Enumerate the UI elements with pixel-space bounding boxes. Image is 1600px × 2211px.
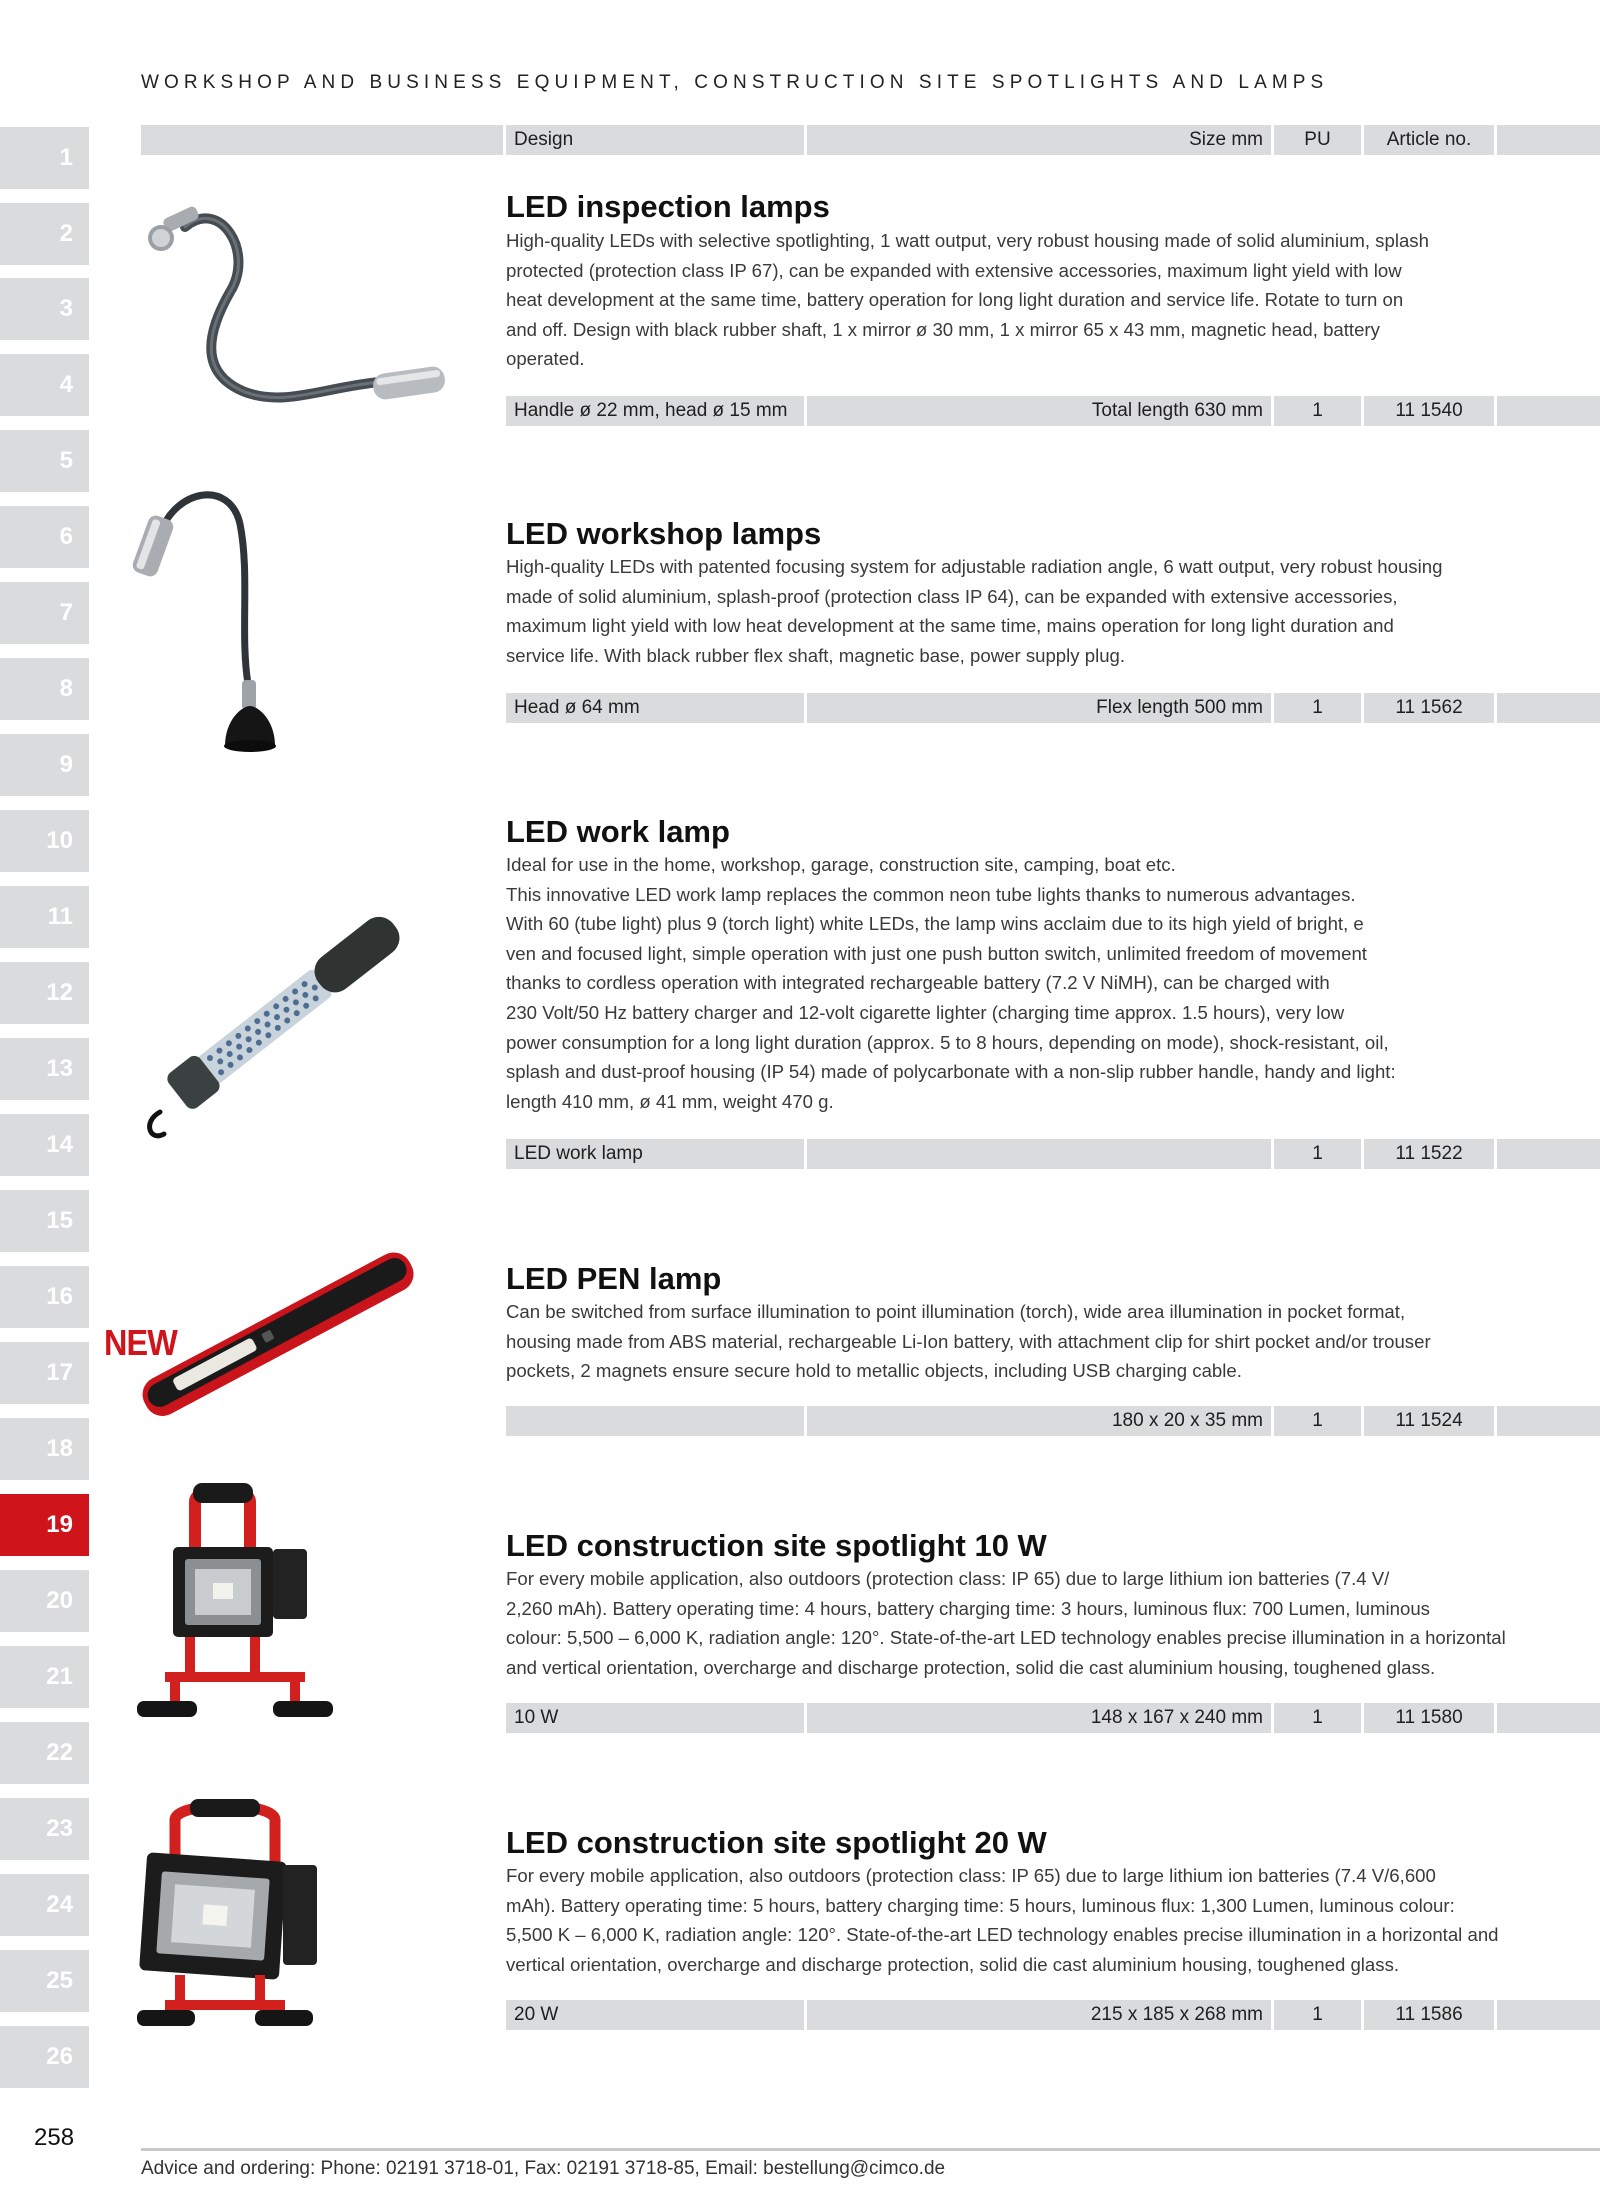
product-title: LED work lamp — [506, 814, 730, 849]
product-description — [506, 226, 1461, 374]
description-line: For every mobile application, also outdoors (protection class: IP 65) due to large lithium ion batteries (7.4 V/ — [506, 1568, 1390, 1589]
page-number: 258 — [34, 2124, 75, 2151]
pu-cell: 1 — [1274, 1406, 1361, 1436]
description-line: heat development at the same time, battery operation for long light duration and service life. Rotate to turn on — [506, 289, 1404, 311]
product-description — [506, 1861, 1499, 1979]
pen-lamp-image — [132, 1226, 432, 1436]
size-cell — [807, 1139, 1271, 1169]
row-end-cell — [1497, 1406, 1600, 1436]
pu-cell: 1 — [1274, 2000, 1361, 2030]
size-cell: 215 x 185 x 268 mm — [807, 2000, 1271, 2030]
design-cell: LED work lamp — [506, 1139, 804, 1169]
description-line: length 410 mm, ø 41 mm, weight 470 g. — [506, 1090, 834, 1112]
table-header-row — [141, 125, 1472, 155]
product-title: LED construction site spotlight 20 W — [506, 1825, 1047, 1860]
pu-cell: 1 — [1274, 1139, 1361, 1169]
description-line: pockets, 2 magnets ensure secure hold to metallic objects, including USB charging cable. — [506, 1360, 1242, 1382]
product-title: LED construction site spotlight 10 W — [506, 1528, 1047, 1563]
side-tab[interactable]: 4 — [0, 354, 89, 416]
description-line: maximum light yield with low heat development at the same time, mains operation for long light duration and — [506, 615, 1394, 637]
side-tab[interactable]: 26 — [0, 2026, 89, 2088]
size-cell: Total length 630 mm — [807, 396, 1271, 426]
page-header: WORKSHOP AND BUSINESS EQUIPMENT, CONSTRUCTION SITE SPOTLIGHTS AND LAMPS — [141, 72, 1329, 93]
description-line: Ideal for use in the home, workshop, garage, construction site, camping, boat etc. — [506, 854, 1176, 875]
header-end-cell — [1497, 125, 1600, 155]
description-line: 230 Volt/50 Hz battery charger and 12-volt cigarette lighter (charging time approx. 1.5 hours), very low — [506, 1001, 1345, 1023]
product-description — [506, 1297, 1461, 1386]
side-tab[interactable]: 17 — [0, 1342, 89, 1404]
table-row — [141, 1139, 1463, 1169]
description-line: Can be switched from surface illumination to point illumination (torch), wide area illumination in pocket format, — [506, 1301, 1406, 1322]
article-cell: 11 1522 — [1364, 1139, 1494, 1169]
side-tab[interactable]: 8 — [0, 658, 89, 720]
description-line: and off. Design with black rubber shaft, 1 x mirror ø 30 mm, 1 x mirror 65 x 43 mm, magnetic head, battery — [506, 318, 1380, 340]
side-tab[interactable]: 24 — [0, 1874, 89, 1936]
description-line: 5,500 K – 6,000 K, radiation angle: 120°. State-of-the-art LED technology enables precise illumination in a horizontal and — [506, 1924, 1499, 1946]
pu-cell: 1 — [1274, 1703, 1361, 1733]
side-tab[interactable]: 14 — [0, 1114, 89, 1176]
article-cell: 11 1580 — [1364, 1703, 1494, 1733]
design-cell: 20 W — [506, 2000, 804, 2030]
design-column-header: Design — [506, 125, 804, 155]
table-row — [141, 1406, 1463, 1436]
row-end-cell — [1497, 1139, 1600, 1169]
side-tab[interactable]: 25 — [0, 1950, 89, 2012]
description-line: High-quality LEDs with patented focusing system for adjustable radiation angle, 6 watt output, very robust housing — [506, 556, 1443, 577]
description-line: made of solid aluminium, splash-proof (protection class IP 64), can be expanded with extensive accessories, — [506, 585, 1398, 607]
side-tab[interactable]: 16 — [0, 1266, 89, 1328]
design-cell: Head ø 64 mm — [506, 693, 804, 723]
description-line: With 60 (tube light) plus 9 (torch light) white LEDs, the lamp wins acclaim due to its high yield of bright, e — [506, 913, 1364, 935]
side-tab[interactable]: 3 — [0, 278, 89, 340]
table-row — [141, 693, 1463, 723]
description-line: and vertical orientation, overcharge and discharge protection, solid die cast aluminium housing, toughened glass. — [506, 1656, 1436, 1678]
product-description — [506, 850, 1461, 1116]
product-description — [506, 552, 1461, 670]
row-end-cell — [1497, 1703, 1600, 1733]
article-column-header: Article no. — [1364, 125, 1494, 155]
pu-column-header: PU — [1274, 125, 1361, 155]
description-line: housing made from ABS material, rechargeable Li-Ion battery, with attachment clip for shirt pocket and/or trouser — [506, 1330, 1431, 1352]
side-tab[interactable]: 13 — [0, 1038, 89, 1100]
footer-divider — [141, 2148, 1600, 2151]
design-cell — [506, 1406, 804, 1436]
size-column-header: Size mm — [807, 125, 1271, 155]
design-cell: 10 W — [506, 1703, 804, 1733]
product-title: LED PEN lamp — [506, 1261, 722, 1296]
table-row — [141, 2000, 1463, 2030]
side-tab[interactable]: 23 — [0, 1798, 89, 1860]
side-tab[interactable]: 20 — [0, 1570, 89, 1632]
article-cell: 11 1562 — [1364, 693, 1494, 723]
description-line: colour: 5,500 – 6,000 K, radiation angle: 120°. State-of-the-art LED technology enables precise illumination in a horizontal — [506, 1627, 1506, 1649]
description-line: This innovative LED work lamp replaces the common neon tube lights thanks to numerous advantages. — [506, 883, 1356, 905]
side-tab[interactable]: 5 — [0, 430, 89, 492]
description-line: For every mobile application, also outdoors (protection class: IP 65) due to large lithium ion batteries (7.4 V/6,600 — [506, 1865, 1436, 1886]
product-description — [506, 1564, 1506, 1682]
side-tab-active[interactable]: 19 — [0, 1494, 89, 1556]
pu-cell: 1 — [1274, 396, 1361, 426]
article-cell: 11 1540 — [1364, 396, 1494, 426]
description-line: High-quality LEDs with selective spotlighting, 1 watt output, very robust housing made of solid aluminium, splash — [506, 230, 1429, 251]
side-tab[interactable]: 2 — [0, 203, 89, 265]
description-line: splash and dust-proof housing (IP 54) made of polycarbonate with a non-slip rubber handle, handy and light: — [506, 1061, 1396, 1083]
side-tab[interactable]: 7 — [0, 582, 89, 644]
size-cell: Flex length 500 mm — [807, 693, 1271, 723]
new-badge: NEW — [104, 1322, 177, 1363]
article-cell: 11 1524 — [1364, 1406, 1494, 1436]
side-tab[interactable]: 1 — [0, 127, 89, 189]
work-lamp-image — [132, 892, 432, 1142]
header-spacer-cell — [141, 125, 503, 155]
row-end-cell — [1497, 2000, 1600, 2030]
design-cell: Handle ø 22 mm, head ø 15 mm — [506, 396, 804, 426]
description-line: mAh). Battery operating time: 5 hours, battery charging time: 5 hours, luminous flux: 1,300 Lumen, luminous colour: — [506, 1894, 1455, 1916]
article-cell: 11 1586 — [1364, 2000, 1494, 2030]
side-tab[interactable]: 10 — [0, 810, 89, 872]
table-row — [141, 396, 1463, 426]
description-line: service life. With black rubber flex shaft, magnetic base, power supply plug. — [506, 644, 1126, 666]
size-cell: 180 x 20 x 35 mm — [807, 1406, 1271, 1436]
description-line: operated. — [506, 348, 585, 370]
side-tab[interactable]: 12 — [0, 962, 89, 1024]
inspection-lamp-image — [135, 182, 455, 422]
side-tab[interactable]: 22 — [0, 1722, 89, 1784]
description-line: power consumption for a long light duration (approx. 5 to 8 hours, depending on mode), shock-resistant, oil, — [506, 1031, 1389, 1053]
side-tab[interactable]: 9 — [0, 734, 89, 796]
size-cell: 148 x 167 x 240 mm — [807, 1703, 1271, 1733]
description-line: vertical orientation, overcharge and discharge protection, solid die cast aluminium housing, toughened glass. — [506, 1953, 1400, 1975]
side-tab[interactable]: 18 — [0, 1418, 89, 1480]
side-tab[interactable]: 21 — [0, 1646, 89, 1708]
pu-cell: 1 — [1274, 693, 1361, 723]
product-title: LED inspection lamps — [506, 189, 830, 224]
footer-contact: Advice and ordering: Phone: 02191 3718-01, Fax: 02191 3718-85, Email: bestellung@cimco.de — [141, 2158, 946, 2179]
description-line: thanks to cordless operation with integrated rechargeable battery (7.2 V NiMH), can be charged with — [506, 972, 1330, 994]
row-end-cell — [1497, 396, 1600, 426]
side-tab[interactable]: 15 — [0, 1190, 89, 1252]
side-tab[interactable]: 11 — [0, 886, 89, 948]
description-line: 2,260 mAh). Battery operating time: 4 hours, battery charging time: 3 hours, luminous flux: 700 Lumen, luminous — [506, 1597, 1430, 1619]
table-row — [141, 1703, 1463, 1733]
workshop-lamp-image — [130, 484, 310, 774]
description-line: protected (protection class IP 67), can be expanded with extensive accessories, maximum light yield with low — [506, 259, 1402, 281]
description-line: ven and focused light, simple operation with just one push button switch, unlimited freedom of movement — [506, 942, 1367, 964]
side-tab[interactable]: 6 — [0, 506, 89, 568]
row-end-cell — [1497, 693, 1600, 723]
product-title: LED workshop lamps — [506, 516, 822, 551]
